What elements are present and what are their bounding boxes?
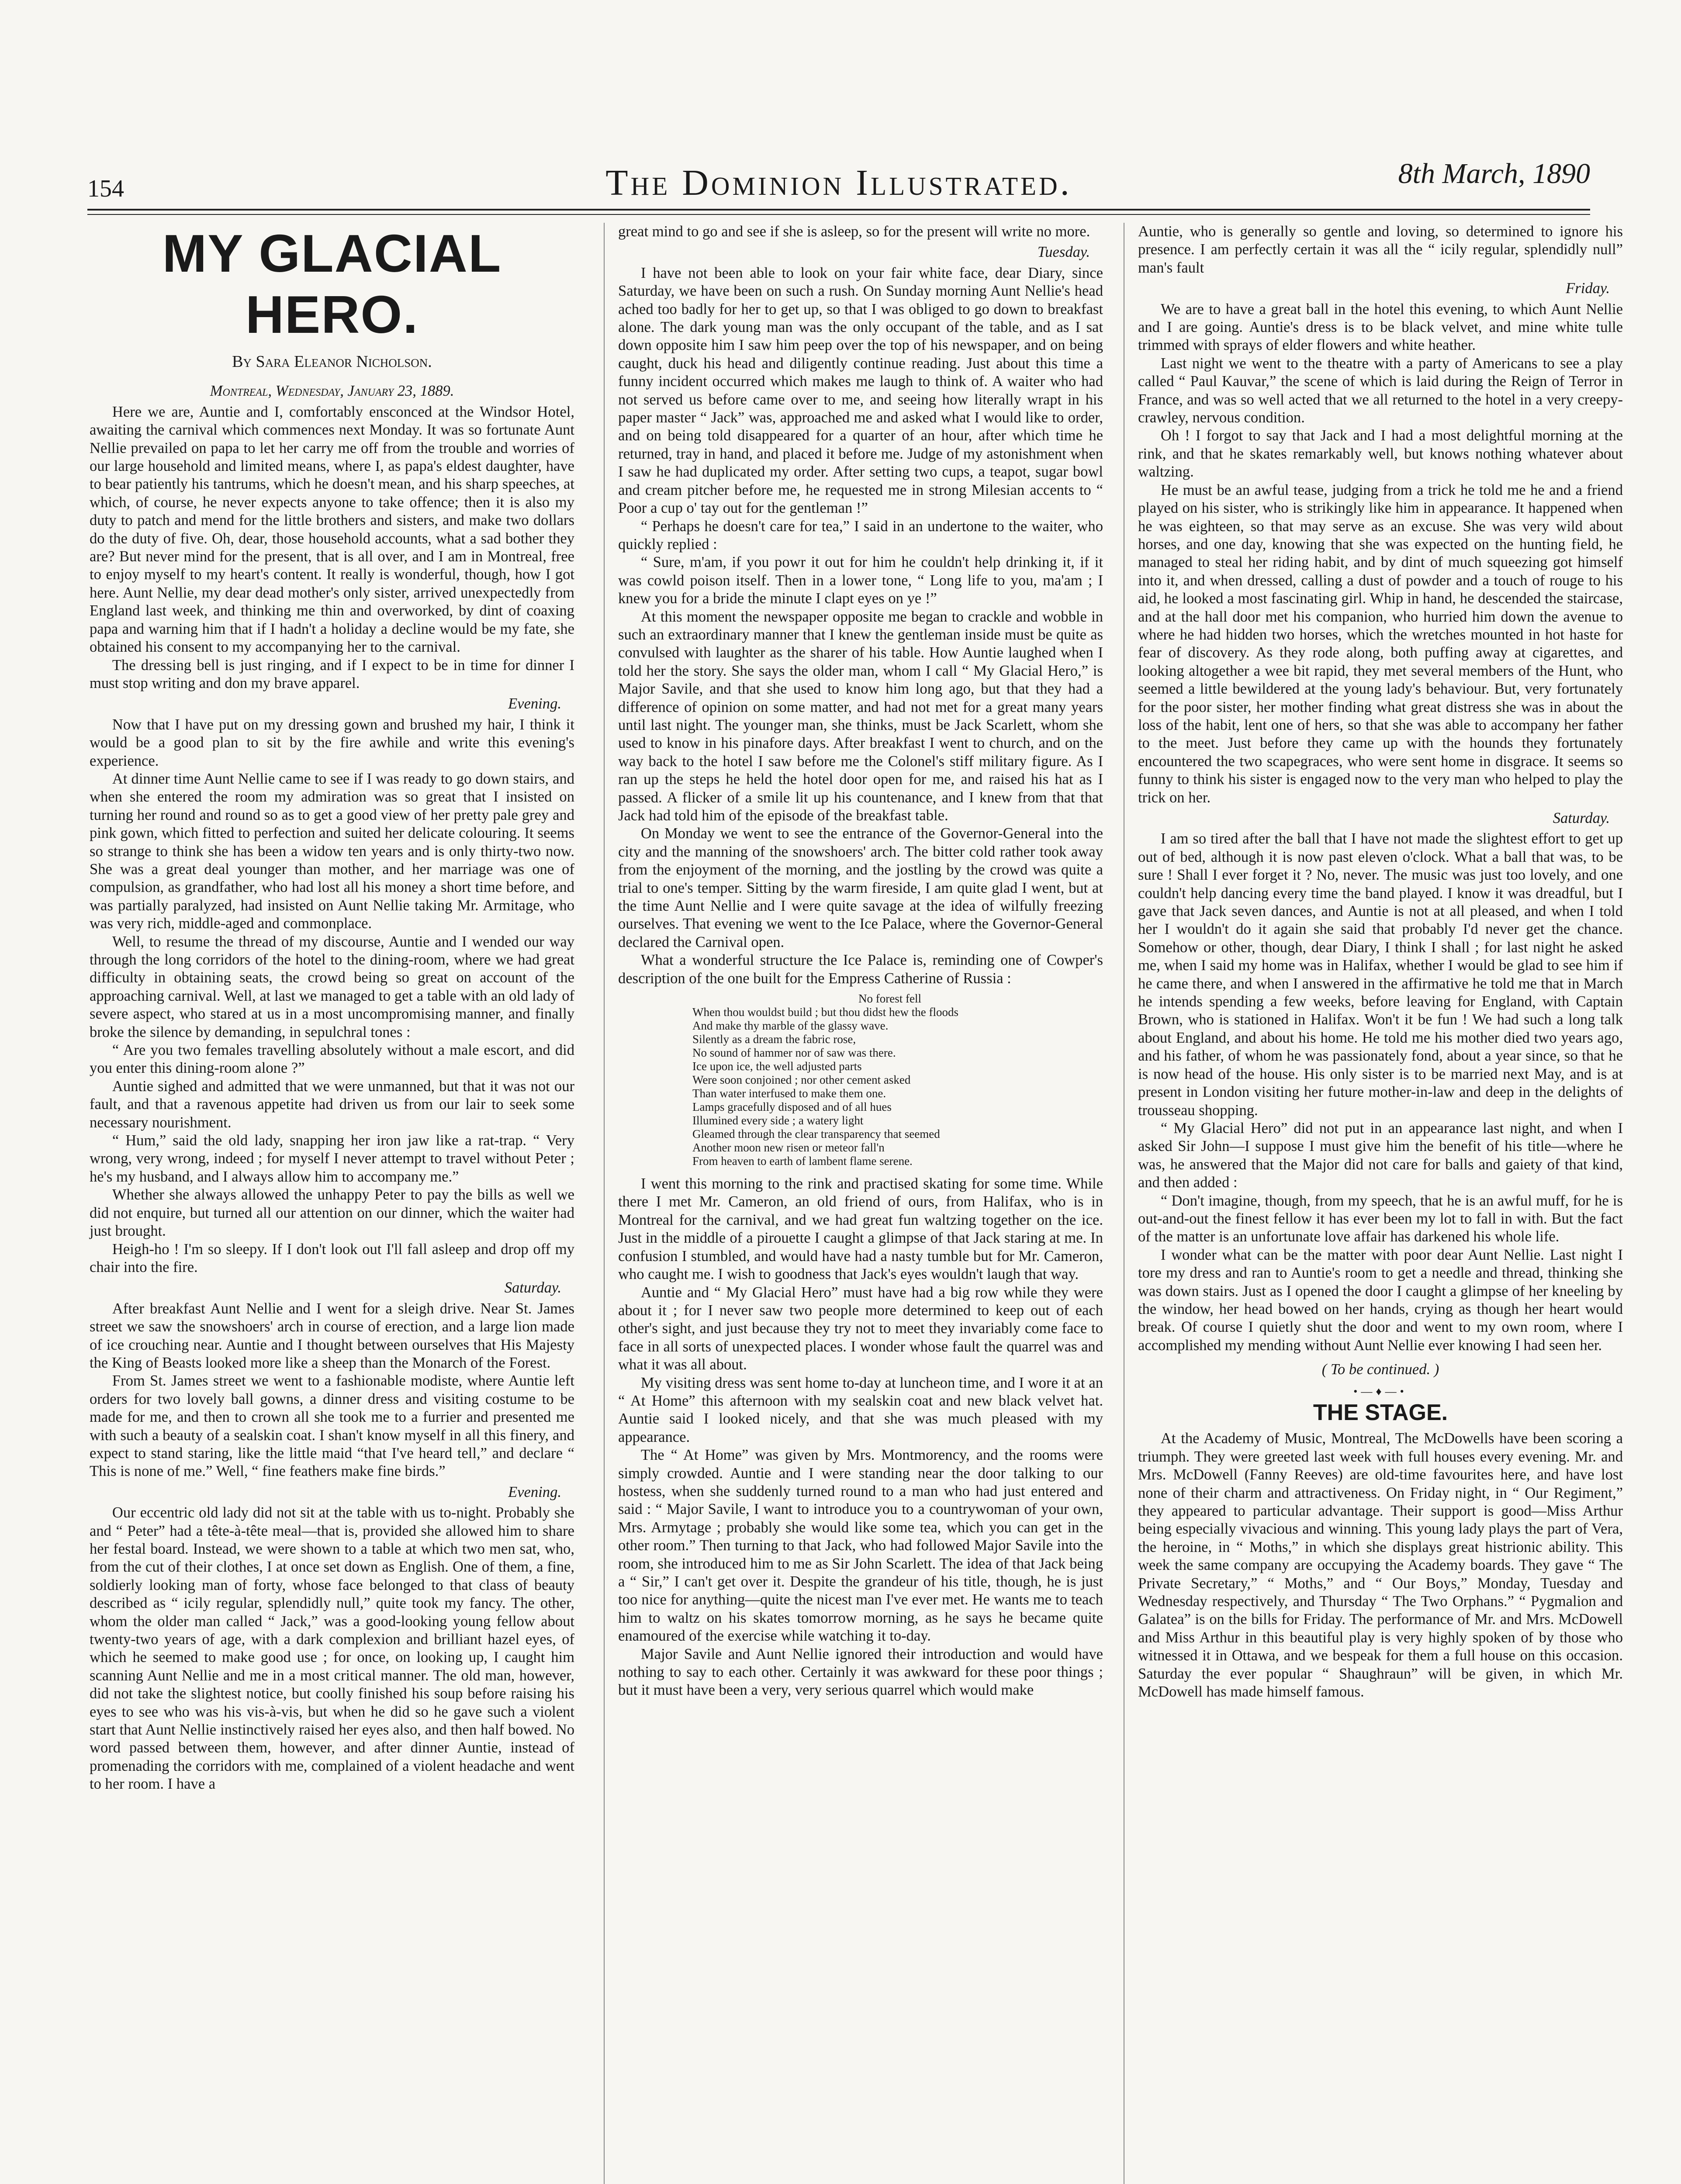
page-number: 154 bbox=[87, 175, 124, 202]
to-be-continued: ( To be continued. ) bbox=[1321, 1361, 1439, 1378]
paragraph: Auntie, who is generally so gentle and loving, so determined to ignore his presence. I am perfectly certain it was all the “ icily regular, splendidly null” man's fault bbox=[1138, 223, 1623, 276]
paragraph: Auntie and “ My Glacial Hero” must have had a big row while they were about it ; for I never saw two people more determined to keep out of each other's sight, and just because they try not to meet they invariably come face to face in all sorts of unexpected places. I wonder whose fault the quarrel was and what it was all about. bbox=[618, 1284, 1103, 1373]
stage-heading: THE STAGE. bbox=[1313, 1400, 1448, 1425]
paragraph: “ Perhaps he doesn't care for tea,” I said in an undertone to the waiter, who quickly replied : bbox=[618, 518, 1103, 553]
paragraph: He must be an awful tease, judging from a trick he told me he and a friend played on his sister, who is strikingly like him in appearance. It happened when he was eighteen, so that may serve as an excuse. She was very wild about horses, and one day, knowing that she was expected on the hunting field, he managed to steal her riding habit, and by dint of much squeezing got himself into it, and when dressed, calling a dust of powder and a touch of rouge to his aid, he looked a most fascinating girl. Whip in hand, he descended the staircase, and at the hall door met his companion, who hurried him down the avenue to where he had hidden two horses, which the wretches mounted in hot haste for fear of discovery. As they rode along, both puffing away at cigarettes, and looking altogether a wee bit rapid, they met several members of the Hunt, who seemed a little bewildered at the young lady's behaviour. But, very fortunately for the poor sister, her mother finding what great distress she was in about the loss of the habit, lent one of hers, so that she was able to accompany her father to the meet. Just before they came up with the hounds they fortunately encountered the two scapegraces, who were sent home in disgrace. It seems so funny to think his sister is engaged now to the very man who helped to play the trick on her. bbox=[1138, 481, 1623, 806]
poem-line: Were soon conjoined ; nor other cement asked bbox=[692, 1073, 911, 1087]
poem-line: Lamps gracefully disposed and of all hues bbox=[692, 1100, 892, 1114]
paragraph: “ Sure, m'am, if you powr it out for him he couldn't help drinking it, if it was cowld poison itself. Then in a lower tone, “ Long life to you, ma'am ; I knew you for a bride the minute I clapt eyes on ye !” bbox=[618, 554, 1103, 607]
dateline-saturday: Saturday. bbox=[504, 1279, 561, 1296]
text-block bbox=[1138, 830, 1623, 1355]
masthead-title: The Dominion Illustrated. bbox=[605, 162, 1072, 203]
header-rule bbox=[87, 209, 1590, 211]
poem-line: Another moon new risen or meteor fall'n bbox=[692, 1141, 885, 1154]
column-1 bbox=[90, 223, 574, 1794]
paragraph: I went this morning to the rink and practised skating for some time. While there I met Mr. Cameron, an old friend of ours, from Halifax, who is in Montreal for the carnival, and we had great fun waltzing together on the ice. Just in the middle of a pirouette I caught a glimpse of that Jack staring at me. In confusion I stumbled, and would have had a nasty tumble but for Mr. Cameron, who caught me. I wish to goodness that Jack's eyes wouldn't laugh that way. bbox=[618, 1175, 1103, 1283]
text-block bbox=[618, 264, 1103, 988]
story-title: MY GLACIAL HERO. bbox=[162, 224, 502, 344]
paragraph: “ Are you two females travelling absolutely without a male escort, and did you enter this dining-room alone ?” bbox=[90, 1042, 574, 1077]
paragraph: After breakfast Aunt Nellie and I went for a sleigh drive. Near St. James street we saw the snowshoers' arch in course of erection, and a large lion made of ice crouching near. Auntie and I thought between ourselves that His Majesty the King of Beasts looked more like a sheep than the Monarch of the Forest. bbox=[90, 1300, 574, 1371]
text-block bbox=[618, 1175, 1103, 1700]
dateline-evening: Evening. bbox=[508, 1483, 561, 1500]
poem-line: Silently as a dream the fabric rose, bbox=[692, 1033, 856, 1046]
paragraph: Well, to resume the thread of my discourse, Auntie and I wended our way through the long corridors of the hotel to the dining-room, where we had great difficulty in obtaining seats, the crowd being so great on account of the approaching carnival. Well, at last we managed to get a table with an old lady of severe aspect, who stared at us in a most uncompromising manner, and finally broke the silence by demanding, in sepulchral tones : bbox=[90, 933, 574, 1040]
text-block bbox=[1138, 1430, 1623, 1701]
paragraph: From St. James street we went to a fashionable modiste, where Auntie left orders for two lovely ball gowns, a dinner dress and visiting costume to be made for me, and then to crown all she took me to a furrier and presented me with such a beauty of a sealskin coat. I shan't know myself in all this finery, and expect to stand staring, like the little maid “that I've heard tell,” and declare “ This is none of me.” Well, “ fine feathers make fine birds.” bbox=[90, 1372, 574, 1480]
paragraph: My visiting dress was sent home to-day at luncheon time, and I wore it at an “ At Home” this afternoon with my sealskin coat and new black velvet hat. Auntie said I looked nicely, and that she was much pleased with my appearance. bbox=[618, 1374, 1103, 1445]
paragraph: Last night we went to the theatre with a party of Americans to see a play called “ Paul Kauvar,” the scene of which is laid during the Reign of Terror in France, and was so well acted that we all returned to the hotel in a very creepy-crawley, nervous condition. bbox=[1138, 355, 1623, 426]
story-byline: By Sara Eleanor Nicholson. bbox=[232, 352, 432, 371]
poem-line: When thou wouldst build ; but thou didst hew the floods bbox=[692, 1006, 958, 1019]
text-block bbox=[90, 716, 574, 1277]
header-rule-thin bbox=[87, 214, 1590, 215]
poem-line: Ice upon ice, the well adjusted parts bbox=[692, 1060, 862, 1073]
paragraph: Oh ! I forgot to say that Jack and I had a most delightful morning at the rink, and that he skates remarkably well, but knows nothing whatever about waltzing. bbox=[1138, 427, 1623, 480]
dateline-evening: Evening. bbox=[508, 695, 561, 712]
poem-line: And make thy marble of the glassy wave. bbox=[692, 1019, 889, 1033]
paragraph: I am so tired after the ball that I have not made the slightest effort to get up out of bed, although it is now past eleven o'clock. What a ball that was, to be sure ! Shall I ever forget it ? No, never. The music was just too lovely, and one couldn't help dancing every time the band played. I know it was dreadful, but I gave that Jack seven dances, and Auntie is not at all pleased, and when I told her I wouldn't do it again she said that probably I'd never get the chance. Somehow or other, though, dear Diary, I think I shall ; for last night he asked me, when I said my home was in Halifax, whether I would be glad to see him if he came there, and when I answered in the affirmative he told me that in March he intends spending a few weeks, before leaving for England, with Captain Brown, who is stationed in Halifax. Won't it be fun ! We had such a long talk about England, and about his home. He told me his mother died two years ago, and his father, of whom he was passionately fond, about a year since, so that he is now head of the house. His only sister is to be married next May, and is at present in London visiting her future mother-in-law and deep in the delights of trousseau shopping. bbox=[1138, 830, 1623, 1119]
paragraph: At this moment the newspaper opposite me began to crackle and wobble in such an extraordinary manner that I knew the gentleman inside must be quite as convulsed with laughter as the sharer of his table. How Auntie laughed when I told her the story. She says the older man, whom I call “ My Glacial Hero,” is Major Savile, and that she used to know him long ago, but that they had a difference of opinion on some matter, and had not met for a great many years until last night. The younger man, she thinks, must be Jack Scarlett, whom she used to know in his pinafore days. After breakfast I went to church, and on the way back to the hotel I saw before me the Colonel's stiff military figure. As I ran up the steps he held the hotel door open for me, and raised his hat as I passed. A flicker of a smile lit up his countenance, and I knew from that that Jack had told him of the episode of the breakfast table. bbox=[618, 608, 1103, 824]
paragraph: “ Don't imagine, though, from my speech, that he is an awful muff, for he is out-and-out the finest fellow it has ever been my lot to fall in with. But the fact of the matter is an unfortunate love affair has darkened his whole life. bbox=[1138, 1192, 1623, 1245]
story-dateline: Montreal, Wednesday, January 23, 1889. bbox=[210, 383, 454, 400]
paragraph: What a wonderful structure the Ice Palace is, reminding one of Cowper's description of the one built for the Empress Catherine of Russia : bbox=[618, 952, 1103, 987]
issue-date: 8th March, 1890 bbox=[1398, 158, 1590, 190]
paragraph: Our eccentric old lady did not sit at the table with us to-night. Probably she and “ Peter” had a tête-à-tête meal—that is, provided she allowed him to share her festal board. Instead, we were shown to a table at which two men sat, who, from the cut of their clothes, I at once set down as English. One of them, a fine, soldierly looking man of forty, whose face belonged to that class of beauty described as “ icily regular, splendidly null,” quite took my fancy. The other, whom the older man called “ Jack,” was a good-looking young fellow about twenty-two years of age, with a dark complexion and brilliant hazel eyes, of which he seemed to make good use ; for once, on looking up, I caught him scanning Aunt Nellie and me in a most critical manner. The old man, however, did not take the slightest notice, but coolly finished his soup before raising his eyes to see who was his vis-à-vis, but when he did so he gave such a violent start that Aunt Nellie instinctively raised her eyes also, and then half bowed. No word passed between them, however, and after dinner Auntie, instead of promenading the corridors with me, complained of a violent headache and went to her room. I have a bbox=[90, 1504, 574, 1793]
section-separator: •—♦—• bbox=[1353, 1385, 1408, 1398]
paragraph: I have not been able to look on your fair white face, dear Diary, since Saturday, we have been on such a rush. On Sunday morning Aunt Nellie's head ached too badly for her to get up, so that I was obliged to go down to breakfast alone. The dark young man was the only occupant of the table, and as I sat down opposite him I saw him peep over the top of his newspaper, and on being caught, duck his head and diligently continue reading. Just about this time a funny incident occurred which makes me laugh to think of. A waiter who had not served us before came over to me, and seeing how literally wrapt in his paper master “ Jack” was, approached me and asked what I would like to order, and on being told disappeared for a quarter of an hour, after which time he returned, tray in hand, and placed it before me. Judge of my astonishment when I saw he had duplicated my order. After setting two cups, a teapot, sugar bowl and cream pitcher before me, he requested me in strong Milesian accents to “ Poor a cup o' tay out for the gentleman !” bbox=[618, 264, 1103, 517]
paragraph: Whether she always allowed the unhappy Peter to pay the bills as well we did not enquire, but turned all our attention on our dinner, which the waiter had just brought. bbox=[90, 1186, 574, 1240]
paragraph: Heigh-ho ! I'm so sleepy. If I don't look out I'll fall asleep and drop off my chair into the fire. bbox=[90, 1241, 574, 1275]
text-block bbox=[90, 403, 574, 693]
paragraph: Auntie sighed and admitted that we were unmanned, but that it was not our fault, and that a ravenous appetite had driven us from our lair to seek some necessary nourishment. bbox=[90, 1078, 574, 1131]
column-3 bbox=[1138, 223, 1623, 1701]
poem-line: From heaven to earth of lambent flame serene. bbox=[692, 1154, 913, 1168]
text-block bbox=[618, 223, 1103, 241]
column-divider bbox=[604, 223, 605, 2184]
poem-quotation bbox=[618, 992, 1103, 1168]
paragraph: Here we are, Auntie and I, comfortably ensconced at the Windsor Hotel, awaiting the carnival which commences next Monday. It was so fortunate Aunt Nellie prevailed on papa to let her carry me off from the trouble and worries of our large household and limited means, where I, as papa's eldest daughter, have to bear patiently his tantrums, which he doesn't mean, and his sharp speeches, at which, of course, he never expects anyone to take offence; then it is also my duty to patch and mend for the little brothers and sisters, and make two dollars do the duty of five. Oh, dear, those household accounts, what a sad bother they are? But never mind for the present, that is all over, and I am in Montreal, free to enjoy myself to my heart's content. It really is wonderful, though, how I got here. Aunt Nellie, my dear dead mother's only sister, arrived unexpectedly from England last week, and thinking me thin and overworked, by dint of coaxing papa and warning him that if I hadn't a holiday a decline would be my fate, she obtained his consent to my accompanying her to the carnival. bbox=[90, 403, 574, 656]
paragraph: The dressing bell is just ringing, and if I expect to be in time for dinner I must stop writing and don my brave apparel. bbox=[90, 657, 574, 691]
poem-line: No sound of hammer nor of saw was there. bbox=[692, 1046, 896, 1060]
paragraph: “ Hum,” said the old lady, snapping her iron jaw like a rat-trap. “ Very wrong, very wrong, indeed ; for myself I never attempt to travel without Peter ; he's my husband, and I always allow him to accompany me.” bbox=[90, 1132, 574, 1185]
column-2 bbox=[618, 223, 1103, 1700]
paragraph: At the Academy of Music, Montreal, The McDowells have been scoring a triumph. They were greeted last week with full houses every evening. Mr. and Mrs. McDowell (Fanny Reeves) are old-time favourites here, and have lost none of their charm and attractiveness. On Friday night, in “ Our Regiment,” they appeared to particular advantage. Their support is good—Miss Arthur being especially vivacious and winning. This young lady plays the part of Vera, the heroine, in “ Moths,” in which she displays great histrionic ability. This week the same company are occupying the Academy boards. They gave “ The Private Secretary,” “ Moths,” and “ Our Boys,” Monday, Tuesday and Wednesday respectively, and Thursday “ The Two Orphans.” “ Pygmalion and Galatea” is on the bills for Friday. The performance of Mr. and Mrs. McDowell and Miss Arthur in this beautiful play is very highly spoken of by those who witnessed it in Ottawa, and we bespeak for them a full house on this occasion. Saturday the ever popular “ Shaughraun” will be given, in which Mr. McDowell has made himself famous. bbox=[1138, 1430, 1623, 1700]
paragraph: The “ At Home” was given by Mrs. Montmorency, and the rooms were simply crowded. Auntie and I were standing near the door talking to our hostess, when she suddenly turned round to a man who had just entered and said : “ Major Savile, I want to introduce you to a countrywoman of your own, Mrs. Armytage ; probably she would like some tea, which you can get in the other room.” Then turning to that Jack, who had followed Major Savile into the room, she introduced him to me as Sir John Scarlett. The idea of that Jack being a “ Sir,” I can't get over it. Despite the grandeur of his title, though, he is just too nice for anything—quite the nicest man I've ever met. He wants me to teach him to waltz on his skates tomorrow morning, as he says he became quite enamoured of the exercise while watching it to-day. bbox=[618, 1447, 1103, 1645]
paragraph: great mind to go and see if she is asleep, so for the present will write no more. bbox=[618, 223, 1090, 240]
text-block bbox=[90, 1504, 574, 1794]
paragraph: We are to have a great ball in the hotel this evening, to which Aunt Nellie and I are going. Auntie's dress is to be black velvet, and mine white tulle trimmed with sprays of elder flowers and white heather. bbox=[1138, 301, 1623, 354]
poem-line: No forest fell bbox=[858, 992, 921, 1006]
dateline-saturday: Saturday. bbox=[1553, 810, 1610, 826]
poem-line: Than water interfused to make them one. bbox=[692, 1087, 886, 1100]
paragraph: Major Savile and Aunt Nellie ignored their introduction and would have nothing to say to each other. Certainly it was awkward for these poor things ; but it must have been a very, very serious quarrel which would make bbox=[618, 1645, 1103, 1699]
paragraph: On Monday we went to see the entrance of the Governor-General into the city and the manning of the snowshoers' arch. The bitter cold rather took away from the enjoyment of the morning, and the jostling by the crowd was quite a trial to one's temper. Sitting by the warm fireside, I am quite glad I went, but at the time Aunt Nellie and I were quite savage at the idea of wilfully freezing ourselves. That evening we went to the Ice Palace, where the Governor-General declared the Carnival open. bbox=[618, 825, 1103, 950]
paragraph: Now that I have put on my dressing gown and brushed my hair, I think it would be a good plan to sit by the fire awhile and write this evening's experience. bbox=[90, 716, 574, 769]
text-block bbox=[90, 1300, 574, 1481]
paragraph: “ My Glacial Hero” did not put in an appearance last night, and when I asked Sir John—I suppose I must give him the benefit of his title—where he was, he answered that the Major did not care for balls and gaiety of that kind, and then added : bbox=[1138, 1120, 1623, 1191]
text-block bbox=[1138, 223, 1623, 277]
page-header bbox=[87, 149, 1590, 205]
dateline-friday: Friday. bbox=[1566, 280, 1610, 297]
poem-line: Gleamed through the clear transparency that seemed bbox=[692, 1127, 940, 1141]
poem-line: Illumined every side ; a watery light bbox=[692, 1114, 864, 1127]
paragraph: I wonder what can be the matter with poor dear Aunt Nellie. Last night I tore my dress and ran to Auntie's room to get a needle and thread, thinking she was down stairs. Just as I opened the door I caught a glimpse of her kneeling by the window, her head bowed on her hands, crying as though her heart would break. Of course I quietly shut the door and went to my own room, where I accomplished my mending without Aunt Nellie ever knowing I had seen her. bbox=[1138, 1246, 1623, 1354]
paragraph: At dinner time Aunt Nellie came to see if I was ready to go down stairs, and when she entered the room my admiration was so great that I insisted on turning her round and round so as to get a good view of her pretty pale grey and pink gown, which fitted to perfection and suited her delicate colouring. It seems so strange to think she has been a widow ten years and is only thirty-two now. She was a great deal younger than mother, and her marriage was one of compulsion, as grandfather, who had lost all his money a short time before, and was partially paralyzed, had insisted on Aunt Nellie taking Mr. Armitage, who was very rich, middle-aged and commonplace. bbox=[90, 770, 574, 932]
dateline-tuesday: Tuesday. bbox=[1037, 244, 1090, 261]
text-block bbox=[1138, 301, 1623, 807]
